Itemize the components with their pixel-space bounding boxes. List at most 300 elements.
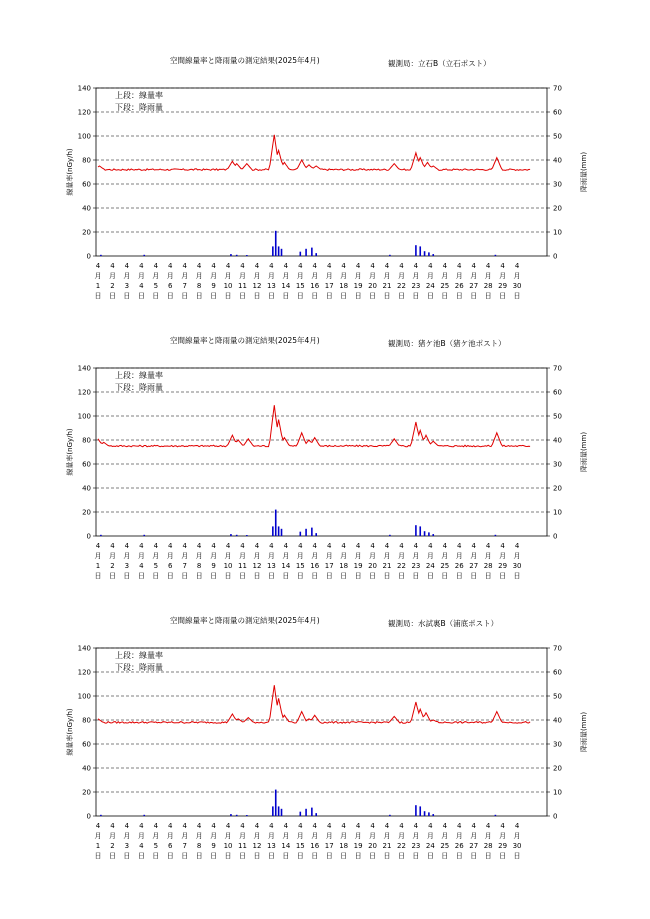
y-tick-left: 120	[77, 668, 91, 677]
rainfall-bar	[389, 255, 391, 256]
x-tick-day-char: 日	[383, 292, 391, 300]
dose-rate-line	[98, 685, 530, 723]
x-tick-day-char: 日	[166, 572, 174, 580]
x-tick-day-char: 日	[426, 572, 434, 580]
x-tick-day-char: 日	[397, 852, 405, 860]
x-tick-month: 4	[240, 542, 245, 550]
chart-title: 空間線量率と降雨量の測定結果(2025年4月)	[170, 336, 320, 345]
y-tick-right: 10	[553, 508, 562, 517]
x-tick-month-char: 月	[253, 272, 261, 280]
x-tick-day-char: 日	[369, 292, 377, 300]
y-tick-right: 50	[553, 412, 562, 421]
y-tick-left: 40	[82, 764, 91, 773]
x-tick-month: 4	[312, 262, 317, 270]
x-tick-month: 4	[457, 822, 462, 830]
rainfall-bar	[305, 809, 307, 816]
x-tick-day: 13	[266, 562, 276, 570]
x-tick-day-char: 日	[499, 572, 507, 580]
x-tick-day-char: 日	[123, 852, 131, 860]
x-tick-month-char: 月	[152, 552, 160, 560]
x-tick-day: 28	[483, 562, 493, 570]
y-axis-label-right: 降雨量(mm)	[580, 431, 588, 473]
x-tick-month: 4	[124, 542, 130, 550]
rainfall-bar	[100, 815, 102, 816]
rainfall-bar	[495, 815, 497, 816]
y-tick-right: 60	[553, 388, 562, 397]
y-tick-left: 0	[86, 252, 91, 261]
x-tick-month: 4	[500, 542, 505, 550]
x-tick-month-char: 月	[441, 832, 449, 840]
x-tick-month-char: 月	[470, 552, 478, 560]
x-tick-month: 4	[370, 262, 375, 270]
x-tick-month-char: 月	[412, 832, 420, 840]
rainfall-bar	[415, 525, 417, 536]
x-tick-day-char: 日	[123, 572, 131, 580]
x-tick-day-char: 日	[484, 572, 492, 580]
x-tick-day: 18	[339, 282, 349, 290]
x-tick-day-char: 日	[181, 572, 189, 580]
y-tick-right: 40	[553, 156, 562, 165]
rainfall-bar	[236, 815, 238, 816]
x-tick-month: 4	[182, 542, 187, 550]
x-tick-day: 8	[196, 842, 202, 850]
x-tick-day-char: 日	[210, 292, 218, 300]
x-tick-month: 4	[110, 262, 115, 270]
x-tick-month: 4	[196, 822, 202, 830]
x-tick-day-char: 日	[325, 572, 333, 580]
rainfall-bar	[305, 529, 307, 536]
x-tick-day: 30	[512, 282, 522, 290]
rainfall-bar	[143, 535, 145, 536]
x-tick-month: 4	[500, 822, 505, 830]
x-tick-day-char: 日	[181, 292, 189, 300]
x-tick-day: 7	[182, 562, 187, 570]
y-tick-right: 50	[553, 692, 562, 701]
x-tick-day-char: 日	[224, 572, 232, 580]
x-tick-month: 4	[384, 262, 390, 270]
rainfall-bar	[419, 806, 421, 816]
x-tick-day-char: 日	[239, 292, 246, 300]
station-label: 観測局：水試裏B（浦底ポスト）	[388, 619, 499, 628]
x-tick-day-char: 日	[340, 572, 348, 580]
x-tick-day-char: 日	[455, 572, 463, 580]
x-tick-day: 6	[168, 842, 173, 850]
x-tick-day: 5	[153, 842, 159, 850]
x-tick-month: 4	[182, 262, 187, 270]
x-tick-month: 4	[341, 542, 346, 550]
y-tick-left: 60	[82, 740, 91, 749]
x-tick-month-char: 月	[499, 832, 507, 840]
x-tick-month: 4	[211, 262, 216, 270]
x-tick-day: 14	[281, 842, 291, 850]
x-tick-day: 21	[382, 562, 392, 570]
x-tick-day: 17	[324, 562, 334, 570]
x-tick-day: 3	[124, 562, 130, 570]
x-tick-month-char: 月	[426, 552, 434, 560]
chart-inogaike	[0, 330, 650, 610]
y-tick-left: 60	[82, 460, 91, 469]
x-tick-month: 4	[139, 542, 144, 550]
x-tick-day: 11	[238, 282, 247, 290]
x-tick-day-char: 日	[397, 292, 405, 300]
x-tick-day-char: 日	[267, 852, 275, 860]
y-axis-label-left: 線量率(nGy/h)	[66, 148, 74, 196]
x-tick-day-char: 日	[239, 852, 246, 860]
x-tick-month: 4	[225, 822, 231, 830]
y-tick-right: 20	[553, 484, 562, 493]
x-tick-day: 21	[382, 842, 392, 850]
x-tick-day: 30	[512, 842, 522, 850]
x-tick-month: 4	[428, 542, 433, 550]
x-tick-month-char: 月	[311, 272, 319, 280]
x-tick-month: 4	[500, 262, 505, 270]
x-tick-month: 4	[182, 822, 187, 830]
x-tick-month-char: 月	[181, 552, 189, 560]
x-tick-month-char: 月	[94, 552, 102, 560]
y-tick-right: 20	[553, 204, 562, 213]
rainfall-bar	[230, 534, 232, 536]
x-tick-month-char: 月	[224, 552, 232, 560]
x-tick-day-char: 日	[210, 852, 218, 860]
y-tick-right: 0	[553, 532, 558, 541]
rainfall-bar	[281, 809, 283, 816]
x-tick-day-char: 日	[354, 852, 362, 860]
x-tick-month-char: 月	[470, 272, 478, 280]
y-tick-left: 120	[77, 388, 91, 397]
x-tick-day: 25	[440, 282, 450, 290]
x-tick-month: 4	[399, 262, 404, 270]
x-tick-month-char: 月	[499, 272, 507, 280]
y-tick-right: 70	[553, 84, 562, 93]
x-tick-day-char: 日	[397, 572, 405, 580]
rainfall-bar	[315, 253, 317, 256]
x-tick-day-char: 日	[296, 852, 304, 860]
rainfall-bar	[300, 532, 302, 536]
x-tick-day: 15	[295, 562, 305, 570]
y-tick-left: 100	[77, 412, 91, 421]
x-tick-day: 20	[368, 562, 378, 570]
rainfall-bar	[428, 252, 430, 256]
x-tick-month: 4	[196, 542, 202, 550]
x-tick-day: 1	[95, 842, 101, 850]
x-tick-day: 15	[295, 282, 305, 290]
x-tick-day: 2	[110, 282, 115, 290]
x-tick-month-char: 月	[123, 832, 131, 840]
x-tick-month: 4	[124, 262, 130, 270]
x-tick-day-char: 日	[282, 852, 290, 860]
x-tick-month: 4	[254, 262, 260, 270]
x-tick-month: 4	[485, 262, 491, 270]
x-tick-month-char: 月	[397, 272, 405, 280]
x-tick-day-char: 日	[455, 852, 463, 860]
x-tick-month: 4	[471, 262, 476, 270]
x-tick-month-char: 月	[166, 832, 174, 840]
x-tick-month: 4	[457, 262, 462, 270]
x-tick-day-char: 日	[224, 292, 232, 300]
x-tick-day-char: 日	[513, 572, 521, 580]
x-tick-day-char: 日	[296, 572, 304, 580]
x-tick-day: 4	[139, 562, 144, 570]
x-tick-day-char: 日	[484, 852, 492, 860]
x-tick-day: 24	[425, 562, 435, 570]
x-tick-month: 4	[240, 262, 245, 270]
x-tick-month: 4	[341, 822, 346, 830]
x-tick-month: 4	[370, 822, 375, 830]
x-tick-month: 4	[254, 542, 260, 550]
x-tick-month-char: 月	[354, 832, 362, 840]
x-tick-month-char: 月	[383, 272, 391, 280]
y-tick-right: 30	[553, 460, 562, 469]
x-tick-day-char: 日	[166, 292, 174, 300]
x-tick-month: 4	[355, 822, 361, 830]
x-tick-day: 19	[353, 282, 363, 290]
x-tick-day: 1	[95, 282, 101, 290]
x-tick-day: 18	[339, 842, 349, 850]
x-tick-month-char: 月	[253, 552, 261, 560]
x-tick-month-char: 月	[426, 272, 434, 280]
legend-upper: 上段：線量率	[115, 91, 163, 100]
x-tick-day: 20	[368, 842, 378, 850]
y-tick-right: 10	[553, 228, 562, 237]
chart-mizushiura	[0, 610, 650, 890]
x-tick-month-char: 月	[253, 832, 261, 840]
x-tick-month: 4	[269, 542, 274, 550]
x-tick-day-char: 日	[267, 572, 275, 580]
y-axis-label-left: 線量率(nGy/h)	[66, 428, 74, 476]
x-tick-month-char: 月	[513, 272, 521, 280]
x-tick-day-char: 日	[224, 852, 232, 860]
rainfall-bar	[495, 535, 497, 536]
x-tick-day-char: 日	[383, 572, 391, 580]
x-tick-month-char: 月	[383, 832, 391, 840]
x-tick-month: 4	[442, 542, 448, 550]
x-tick-month-char: 月	[484, 552, 492, 560]
station-label: 観測局：猪ケ池B（猪ケ池ポスト）	[388, 339, 506, 348]
y-tick-left: 140	[77, 364, 91, 373]
rainfall-bar	[100, 535, 102, 536]
x-tick-month-char: 月	[412, 552, 420, 560]
rainfall-bar	[389, 815, 391, 816]
x-tick-month-char: 月	[267, 272, 275, 280]
x-tick-day: 20	[368, 282, 378, 290]
x-tick-month-char: 月	[369, 272, 377, 280]
rainfall-bar	[315, 533, 317, 536]
rainfall-bar	[305, 249, 307, 256]
legend-upper: 上段：線量率	[115, 651, 163, 660]
rainfall-bar	[428, 532, 430, 536]
x-tick-month: 4	[485, 822, 491, 830]
x-tick-day: 9	[211, 282, 216, 290]
station-label: 観測局：立石B（立石ポスト）	[388, 59, 491, 68]
x-tick-day: 29	[498, 282, 508, 290]
x-tick-month: 4	[428, 262, 433, 270]
x-tick-month-char: 月	[340, 552, 348, 560]
x-tick-month-char: 月	[195, 552, 203, 560]
chart-title: 空間線量率と降雨量の測定結果(2025年4月)	[170, 56, 320, 65]
x-tick-month: 4	[139, 822, 144, 830]
x-tick-month-char: 月	[123, 272, 131, 280]
y-axis-label-right: 降雨量(mm)	[580, 151, 588, 193]
plot-area	[96, 88, 547, 256]
rainfall-bar	[143, 815, 145, 816]
x-tick-day: 8	[196, 282, 202, 290]
x-tick-day: 29	[498, 562, 508, 570]
y-tick-right: 0	[553, 812, 558, 821]
x-tick-month-char: 月	[282, 272, 290, 280]
x-tick-day-char: 日	[441, 292, 449, 300]
x-tick-month: 4	[341, 262, 346, 270]
x-tick-month: 4	[283, 822, 289, 830]
y-tick-left: 40	[82, 204, 91, 213]
x-tick-day: 22	[396, 562, 406, 570]
x-tick-day: 13	[266, 842, 276, 850]
x-tick-month: 4	[95, 822, 101, 830]
x-tick-day: 28	[483, 842, 493, 850]
x-tick-day: 2	[110, 842, 115, 850]
x-tick-month: 4	[168, 822, 173, 830]
y-tick-left: 0	[86, 812, 91, 821]
rainfall-bar	[415, 245, 417, 256]
x-tick-day: 6	[168, 282, 173, 290]
x-tick-month: 4	[428, 822, 433, 830]
x-tick-month: 4	[124, 822, 130, 830]
x-tick-day-char: 日	[426, 852, 434, 860]
x-tick-month-char: 月	[282, 832, 290, 840]
x-tick-day-char: 日	[412, 852, 420, 860]
x-tick-day: 23	[411, 282, 421, 290]
rainfall-bar	[246, 255, 248, 256]
rainfall-bar	[143, 255, 145, 256]
rainfall-bar	[311, 808, 313, 816]
x-tick-month-char: 月	[224, 272, 232, 280]
x-tick-day: 9	[211, 562, 216, 570]
x-tick-day: 9	[211, 842, 216, 850]
x-tick-day-char: 日	[470, 852, 478, 860]
x-tick-month: 4	[269, 822, 274, 830]
y-axis-label-right: 降雨量(mm)	[580, 711, 588, 753]
x-tick-day: 11	[238, 562, 247, 570]
x-tick-day: 23	[411, 842, 421, 850]
x-tick-day: 12	[252, 562, 262, 570]
x-tick-month-char: 月	[513, 832, 521, 840]
x-tick-day: 26	[454, 562, 464, 570]
y-tick-right: 40	[553, 716, 562, 725]
y-tick-left: 20	[82, 228, 91, 237]
x-tick-day-char: 日	[166, 852, 174, 860]
dose-rate-line	[98, 405, 530, 447]
x-tick-day-char: 日	[340, 292, 348, 300]
x-tick-day-char: 日	[94, 852, 102, 860]
x-tick-day: 13	[266, 282, 276, 290]
x-tick-month: 4	[471, 822, 476, 830]
x-tick-day-char: 日	[455, 292, 463, 300]
x-tick-day-char: 日	[210, 572, 218, 580]
x-tick-month: 4	[225, 542, 231, 550]
rainfall-bar	[424, 251, 426, 256]
rainfall-bar	[424, 531, 426, 536]
y-tick-left: 80	[82, 436, 91, 445]
dose-rate-line	[98, 135, 530, 171]
x-tick-month-char: 月	[397, 552, 405, 560]
x-tick-month: 4	[95, 542, 101, 550]
x-tick-day: 15	[295, 842, 305, 850]
legend-upper: 上段：線量率	[115, 371, 163, 380]
rainfall-bar	[311, 248, 313, 256]
x-tick-month-char: 月	[354, 272, 362, 280]
x-tick-month-char: 月	[239, 272, 246, 280]
x-tick-day: 10	[223, 562, 233, 570]
rainfall-bar	[424, 811, 426, 816]
x-tick-month: 4	[514, 262, 520, 270]
rainfall-bar	[415, 805, 417, 816]
y-tick-right: 70	[553, 364, 562, 373]
x-tick-day-char: 日	[354, 292, 362, 300]
x-tick-day-char: 日	[340, 852, 348, 860]
x-tick-day: 10	[223, 842, 233, 850]
x-tick-day: 24	[425, 842, 435, 850]
x-tick-month: 4	[139, 262, 144, 270]
x-tick-month: 4	[384, 822, 390, 830]
x-tick-day-char: 日	[369, 572, 377, 580]
x-tick-month-char: 月	[267, 552, 275, 560]
y-tick-left: 140	[77, 84, 91, 93]
x-tick-month-char: 月	[166, 272, 174, 280]
x-tick-month-char: 月	[296, 552, 304, 560]
x-tick-day-char: 日	[499, 852, 507, 860]
x-tick-month: 4	[254, 822, 260, 830]
x-tick-day-char: 日	[253, 572, 261, 580]
chart-tateishi	[0, 50, 650, 330]
x-tick-day: 25	[440, 842, 450, 850]
x-tick-day: 5	[153, 562, 159, 570]
x-tick-month-char: 月	[108, 832, 116, 840]
x-tick-month: 4	[95, 262, 101, 270]
x-tick-month-char: 月	[94, 832, 102, 840]
y-tick-left: 100	[77, 132, 91, 141]
x-tick-month: 4	[514, 542, 520, 550]
x-tick-day-char: 日	[513, 852, 521, 860]
rainfall-bar	[495, 255, 497, 256]
x-tick-day: 25	[440, 562, 450, 570]
x-tick-day: 4	[139, 842, 144, 850]
x-tick-day-char: 日	[325, 292, 333, 300]
rainfall-bar	[236, 255, 238, 256]
x-tick-day: 1	[95, 562, 101, 570]
x-tick-day-char: 日	[152, 852, 160, 860]
x-tick-month: 4	[326, 262, 332, 270]
plot-area	[96, 368, 547, 536]
x-tick-month-char: 月	[152, 832, 160, 840]
x-tick-day-char: 日	[470, 292, 478, 300]
x-tick-day-char: 日	[354, 572, 362, 580]
legend-lower: 下段：降雨量	[115, 663, 163, 672]
x-tick-day-char: 日	[253, 292, 261, 300]
x-tick-day-char: 日	[412, 292, 420, 300]
x-tick-day-char: 日	[94, 292, 102, 300]
rainfall-bar	[281, 249, 283, 256]
x-tick-day-char: 日	[137, 292, 145, 300]
x-tick-month: 4	[413, 822, 419, 830]
x-tick-day: 3	[124, 282, 130, 290]
y-tick-right: 10	[553, 788, 562, 797]
x-tick-month-char: 月	[210, 832, 218, 840]
x-tick-day-char: 日	[441, 572, 449, 580]
x-tick-day-char: 日	[325, 852, 333, 860]
x-tick-month-char: 月	[195, 832, 203, 840]
x-tick-day: 10	[223, 282, 233, 290]
x-tick-month: 4	[384, 542, 390, 550]
y-tick-right: 30	[553, 180, 562, 189]
